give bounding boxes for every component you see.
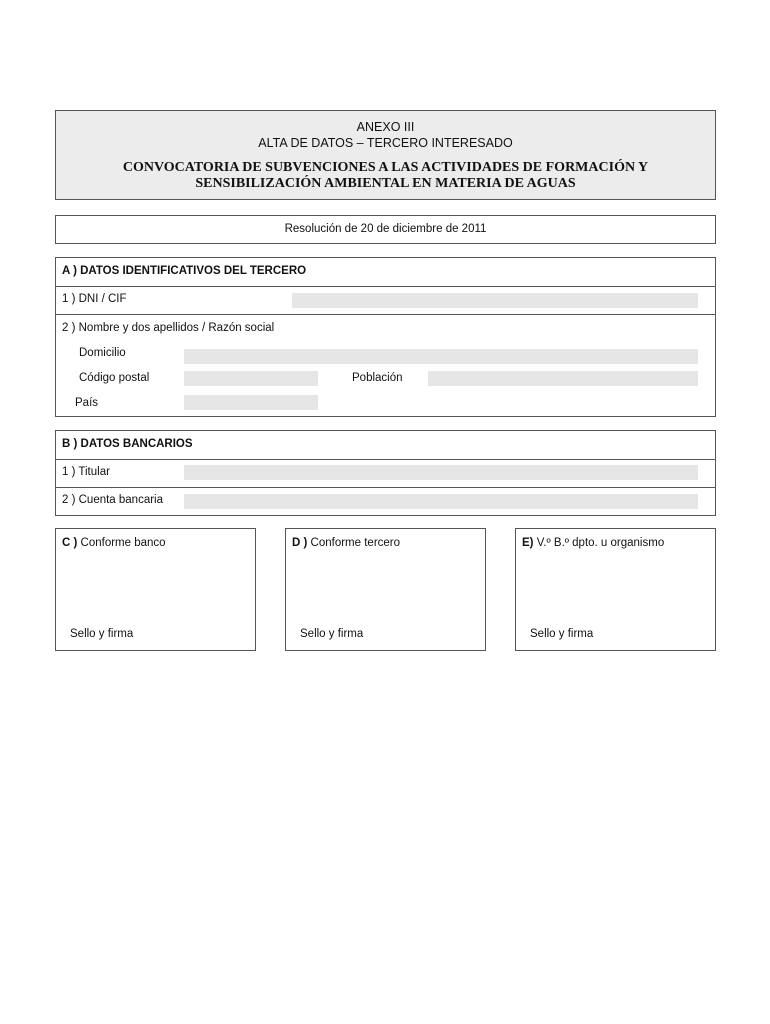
signature-third-party-footer: Sello y firma <box>300 628 364 640</box>
dni-field[interactable] <box>292 293 698 308</box>
section-b <box>55 430 716 516</box>
identity-row <box>56 315 715 417</box>
signature-box-third-party[interactable] <box>285 528 486 651</box>
section-a-header <box>56 258 715 287</box>
signature-box-bank[interactable] <box>55 528 256 651</box>
poblacion-field[interactable] <box>428 371 698 386</box>
account-field[interactable] <box>184 494 698 509</box>
resolution-box <box>55 215 716 244</box>
domicilio-label: Domicilio <box>79 347 126 359</box>
dni-row <box>56 287 715 315</box>
titular-label: 1 ) Titular <box>62 466 110 478</box>
section-a <box>55 257 716 417</box>
signature-third-party-title: D ) Conforme tercero <box>292 537 401 549</box>
form-title-line2: SENSIBILIZACIÓN AMBIENTAL EN MATERIA DE AGUAS <box>195 176 576 191</box>
signature-box-department[interactable] <box>515 528 716 651</box>
domicilio-field[interactable] <box>184 349 698 364</box>
form-title <box>56 160 715 192</box>
form-header <box>55 110 716 200</box>
postal-code-field[interactable] <box>184 371 318 386</box>
annex-label: ANEXO III <box>356 120 415 134</box>
pais-label: País <box>75 397 99 409</box>
postal-code-label: Código postal <box>79 372 150 384</box>
resolution-text: Resolución de 20 de diciembre de 2011 <box>284 223 487 235</box>
name-label: 2 ) Nombre y dos apellidos / Razón social <box>62 322 275 334</box>
account-label: 2 ) Cuenta bancaria <box>62 494 164 506</box>
pais-field[interactable] <box>184 395 318 410</box>
form-title-line1: CONVOCATORIA DE SUBVENCIONES A LAS ACTIVIDADES DE FORMACIÓN Y <box>122 160 649 175</box>
signature-department-title: E) V.º B.º dpto. u organismo <box>522 537 665 549</box>
titular-field[interactable] <box>184 465 698 480</box>
dni-label: 1 ) DNI / CIF <box>62 293 127 305</box>
signature-bank-footer: Sello y firma <box>70 628 134 640</box>
account-row <box>56 488 715 516</box>
titular-row <box>56 460 715 488</box>
signature-bank-title: C ) Conforme banco <box>62 537 166 549</box>
form-subtitle: ALTA DE DATOS – TERCERO INTERESADO <box>258 136 513 150</box>
section-b-title: B ) DATOS BANCARIOS <box>62 438 193 450</box>
section-b-header <box>56 431 715 460</box>
section-a-title: A ) DATOS IDENTIFICATIVOS DEL TERCERO <box>62 265 307 277</box>
poblacion-label: Población <box>352 372 403 384</box>
signature-department-footer: Sello y firma <box>530 628 594 640</box>
